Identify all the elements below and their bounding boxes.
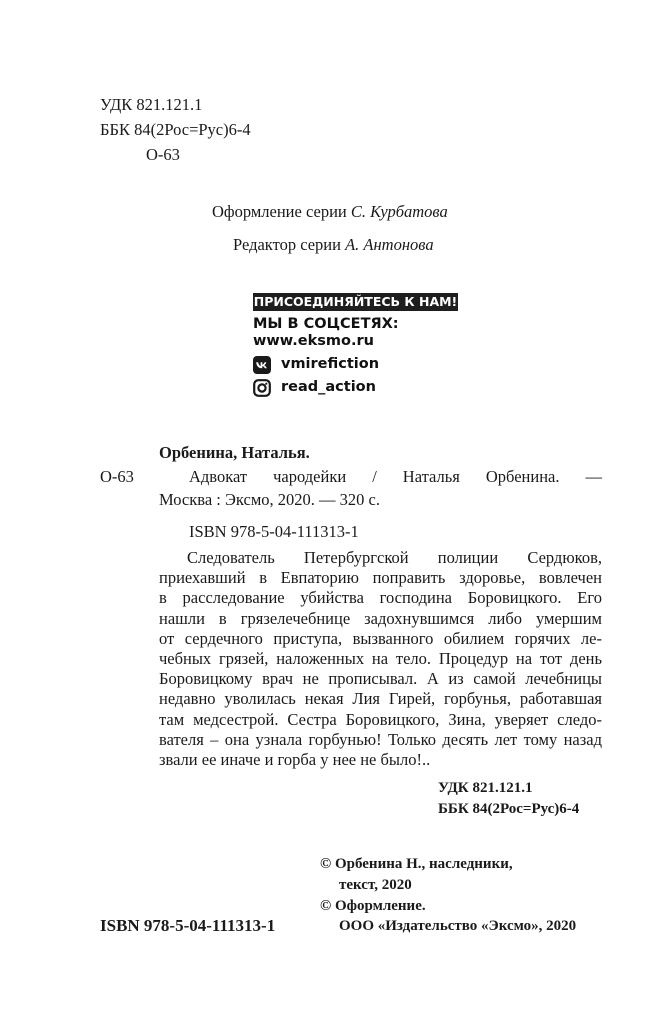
website-link[interactable]: www.eksmo.ru [253, 333, 374, 349]
copyright-author-line-1: © Орбенина Н., наследники, [320, 856, 513, 872]
summary-line: недавно уволилась некая Лия Гирей, горбунья, работавшая [159, 689, 602, 709]
series-design-prefix: Оформление серии [212, 202, 347, 221]
bbk-code: ББК 84(2Рос=Рус)6-4 [100, 120, 251, 139]
vk-icon [253, 356, 271, 374]
instagram-icon [253, 379, 271, 397]
book-summary [159, 548, 602, 770]
series-editor-credit [233, 235, 434, 255]
udk-code: УДК 821.121.1 [100, 95, 203, 114]
series-editor-prefix: Редактор серии [233, 235, 341, 254]
footer-udk: УДК 821.121.1 [438, 780, 533, 796]
social-subtitle: МЫ В СОЦСЕТЯХ: [253, 316, 399, 332]
book-isbn: ISBN 978-5-04-111313-1 [189, 522, 359, 541]
footer-isbn: ISBN 978-5-04-111313-1 [100, 916, 276, 935]
series-editor-name: А. Антонова [345, 235, 434, 254]
series-design-credit [212, 202, 448, 222]
join-us-banner: ПРИСОЕДИНЯЙТЕСЬ К НАМ! [253, 294, 458, 309]
copyright-design-line-1: © Оформление. [320, 898, 426, 914]
summary-line: Следователь Петербургской полиции Сердюков, [187, 548, 602, 567]
summary-line: приехавший в Евпаторию поправить здоровье, вовлечен [159, 568, 602, 588]
copyright-design-line-2: ООО «Издательство «Эксмо», 2020 [339, 918, 577, 934]
author-mark: О-63 [146, 145, 180, 164]
series-design-name: С. Курбатова [350, 202, 448, 221]
book-title-line-1: Адвокат чародейки / Наталья Орбенина. — [189, 467, 602, 486]
author-heading: Орбенина, Наталья. [159, 443, 310, 462]
vk-handle[interactable]: vmirefiction [281, 356, 380, 372]
summary-line: от сердечного приступа, вызванного обилием горячих ле- [159, 628, 602, 648]
summary-line: Боровицкому врач не прописывал. А из самой лечебницы [159, 669, 602, 689]
copyright-author-line-2: текст, 2020 [339, 877, 412, 893]
summary-line: вателя – она узнала горбунью! Только десять лет тому назад [159, 729, 602, 749]
summary-line: нашли в грязелечебнице задохнувшимся либо умершим [159, 608, 602, 628]
book-title-line-2: Москва : Эксмо, 2020. — 320 с. [159, 490, 380, 509]
summary-line: звали ее иначе и горба у нее не было!.. [159, 750, 431, 770]
summary-line: чебных грязей, наложенных на тело. Процедур на тот день [159, 649, 602, 669]
footer-bbk: ББК 84(2Рос=Рус)6-4 [438, 801, 580, 817]
catalog-author-mark: О-63 [100, 467, 134, 486]
summary-line: в расследование убийства господина Боровицкого. Его [159, 588, 602, 608]
instagram-handle[interactable]: read_action [281, 379, 376, 395]
summary-line: там медсестрой. Сестра Боровицкого, Зина, уверяет следо- [159, 709, 602, 729]
